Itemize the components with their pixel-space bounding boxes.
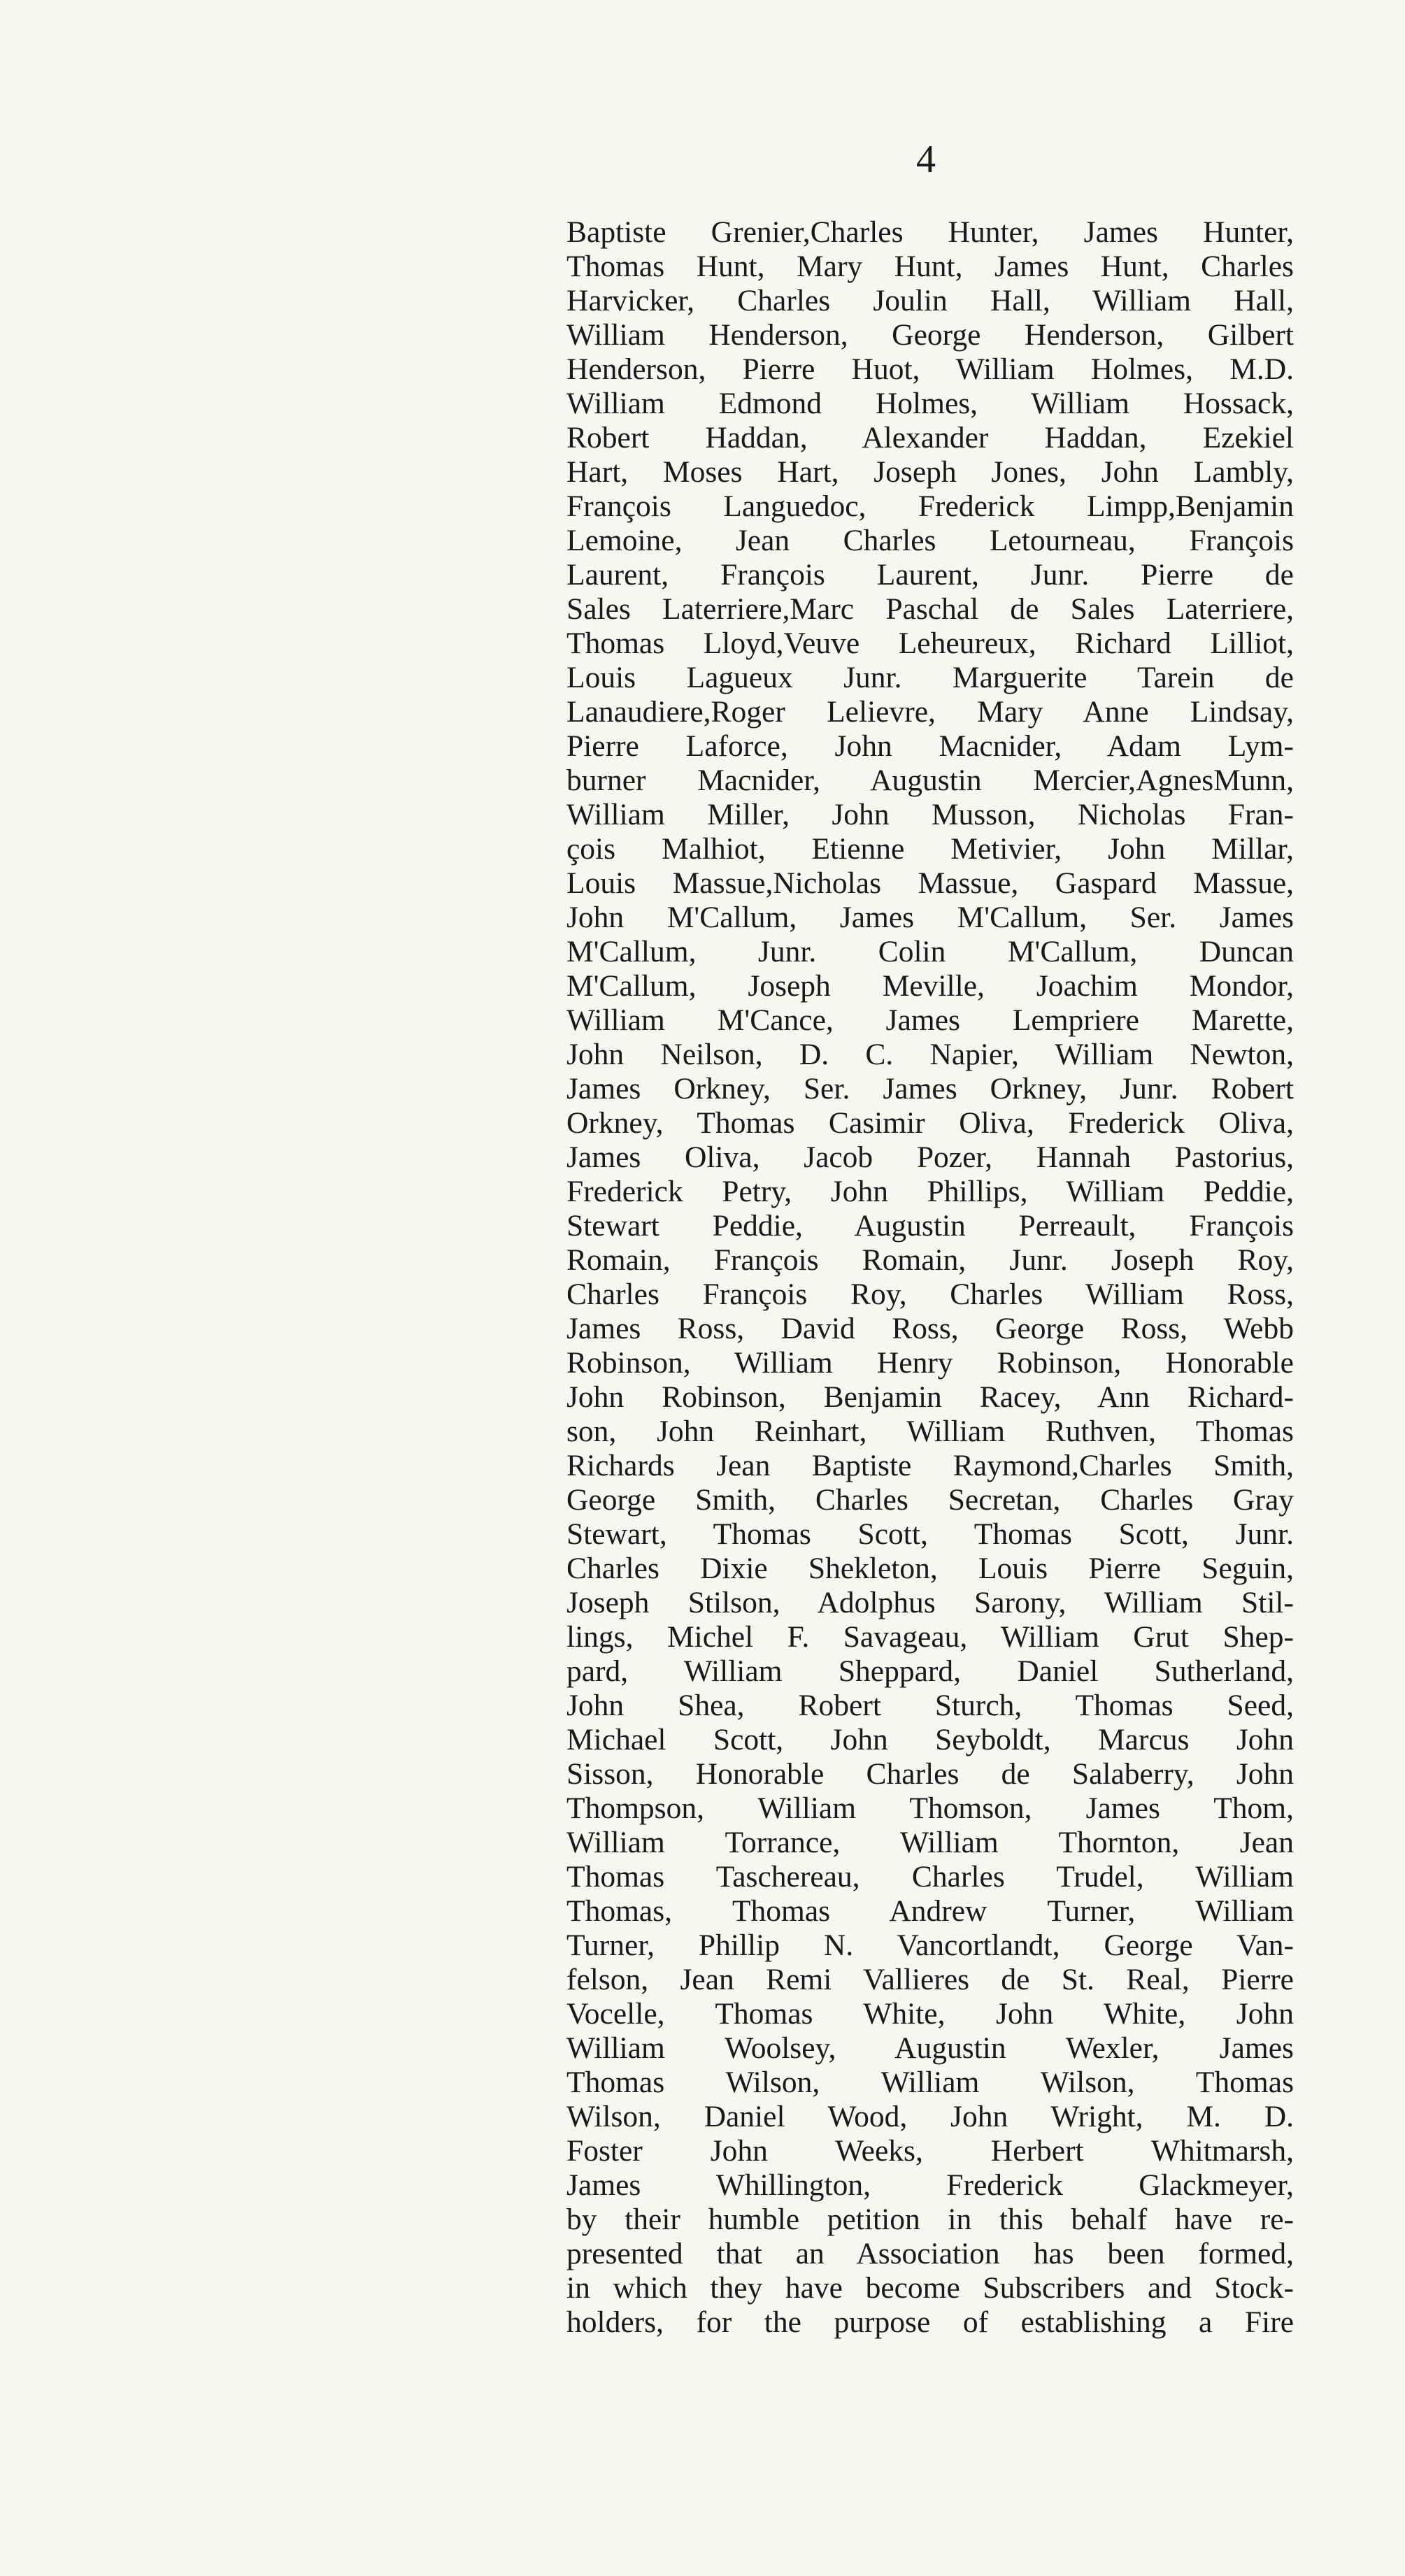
text-line: James Ross, David Ross, George Ross, Webb: [566, 1312, 1294, 1345]
text-line: John Neilson, D. C. Napier, William Newton,: [566, 1038, 1294, 1071]
text-line: Foster John Weeks, Herbert Whitmarsh,: [566, 2134, 1294, 2168]
text-line: Pierre Laforce, John Macnider, Adam Lym-: [566, 729, 1294, 763]
text-line: Michael Scott, John Seyboldt, Marcus John: [566, 1723, 1294, 1756]
text-line: William Edmond Holmes, William Hossack,: [566, 387, 1294, 420]
text-line: lings, Michel F. Savageau, William Grut Shep-: [566, 1620, 1294, 1654]
text-line: by their humble petition in this behalf have re-: [566, 2203, 1294, 2236]
text-line: James Orkney, Ser. James Orkney, Junr. Robert: [566, 1072, 1294, 1105]
text-line: William Henderson, George Henderson, Gilbert: [566, 318, 1294, 352]
text-line: in which they have become Subscribers and Stock-: [566, 2271, 1294, 2305]
text-line: Vocelle, Thomas White, John White, John: [566, 1997, 1294, 2031]
text-line: Charles Dixie Shekleton, Louis Pierre Seguin,: [566, 1552, 1294, 1585]
text-line: George Smith, Charles Secretan, Charles Gray: [566, 1483, 1294, 1517]
text-line: Thompson, William Thomson, James Thom,: [566, 1791, 1294, 1825]
text-line: Romain, François Romain, Junr. Joseph Roy,: [566, 1243, 1294, 1277]
text-line: Wilson, Daniel Wood, John Wright, M. D.: [566, 2100, 1294, 2133]
text-line: çois Malhiot, Etienne Metivier, John Millar,: [566, 832, 1294, 866]
text-line: Louis Lagueux Junr. Marguerite Tarein de: [566, 661, 1294, 694]
text-line: Thomas Lloyd,Veuve Leheureux, Richard Lilliot,: [566, 627, 1294, 660]
text-line: Thomas Taschereau, Charles Trudel, William: [566, 1860, 1294, 1894]
text-line: John Shea, Robert Sturch, Thomas Seed,: [566, 1689, 1294, 1722]
text-line: Robert Haddan, Alexander Haddan, Ezekiel: [566, 421, 1294, 455]
text-line: M'Callum, Junr. Colin M'Callum, Duncan: [566, 935, 1294, 968]
text-line: William Woolsey, Augustin Wexler, James: [566, 2031, 1294, 2065]
text-line: Henderson, Pierre Huot, William Holmes, M.D.: [566, 352, 1294, 386]
text-line: presented that an Association has been formed,: [566, 2237, 1294, 2270]
text-line: Joseph Stilson, Adolphus Sarony, William Stil-: [566, 1586, 1294, 1619]
text-line: Lanaudiere,Roger Lelievre, Mary Anne Lindsay,: [566, 695, 1294, 729]
text-line: James Whillington, Frederick Glackmeyer,: [566, 2168, 1294, 2202]
text-line: Thomas Hunt, Mary Hunt, James Hunt, Charles: [566, 250, 1294, 283]
text-line: felson, Jean Remi Vallieres de St. Real, Pierre: [566, 1963, 1294, 1996]
text-line: Thomas Wilson, William Wilson, Thomas: [566, 2066, 1294, 2099]
text-line: Orkney, Thomas Casimir Oliva, Frederick Oliva,: [566, 1106, 1294, 1140]
text-line: François Languedoc, Frederick Limpp,Benjamin: [566, 489, 1294, 523]
text-line: Stewart Peddie, Augustin Perreault, François: [566, 1209, 1294, 1243]
text-line: John M'Callum, James M'Callum, Ser. James: [566, 901, 1294, 934]
text-line: William M'Cance, James Lempriere Marette,: [566, 1003, 1294, 1037]
text-line: Lemoine, Jean Charles Letourneau, François: [566, 524, 1294, 557]
text-line: M'Callum, Joseph Meville, Joachim Mondor,: [566, 969, 1294, 1003]
text-line: Sales Laterriere,Marc Paschal de Sales Laterriere,: [566, 592, 1294, 626]
text-line: holders, for the purpose of establishing a Fire: [566, 2305, 1294, 2339]
text-line: Harvicker, Charles Joulin Hall, William Hall,: [566, 284, 1294, 317]
text-line: Louis Massue,Nicholas Massue, Gaspard Massue,: [566, 866, 1294, 900]
text-line: Laurent, François Laurent, Junr. Pierre de: [566, 558, 1294, 592]
page-number: 4: [916, 138, 936, 181]
text-line: James Oliva, Jacob Pozer, Hannah Pastorius,: [566, 1140, 1294, 1174]
text-line: Turner, Phillip N. Vancortlandt, George Van-: [566, 1929, 1294, 1962]
text-line: Hart, Moses Hart, Joseph Jones, John Lambly,: [566, 455, 1294, 489]
text-line: Robinson, William Henry Robinson, Honorable: [566, 1346, 1294, 1380]
text-line: pard, William Sheppard, Daniel Sutherland,: [566, 1654, 1294, 1688]
text-line: Sisson, Honorable Charles de Salaberry, John: [566, 1757, 1294, 1791]
text-column: [566, 215, 1294, 2340]
text-line: Richards Jean Baptiste Raymond,Charles Smith,: [566, 1449, 1294, 1482]
text-line: son, John Reinhart, William Ruthven, Thomas: [566, 1415, 1294, 1448]
text-line: John Robinson, Benjamin Racey, Ann Richard-: [566, 1380, 1294, 1414]
text-line: William Miller, John Musson, Nicholas Fran-: [566, 798, 1294, 831]
text-line: Thomas, Thomas Andrew Turner, William: [566, 1894, 1294, 1928]
text-line: Baptiste Grenier,Charles Hunter, James Hunter,: [566, 215, 1294, 249]
text-line: William Torrance, William Thornton, Jean: [566, 1826, 1294, 1859]
text-line: Charles François Roy, Charles William Ross,: [566, 1278, 1294, 1311]
text-line: Stewart, Thomas Scott, Thomas Scott, Junr.: [566, 1517, 1294, 1551]
text-line: Frederick Petry, John Phillips, William Peddie,: [566, 1175, 1294, 1208]
text-line: burner Macnider, Augustin Mercier,AgnesMunn,: [566, 764, 1294, 797]
